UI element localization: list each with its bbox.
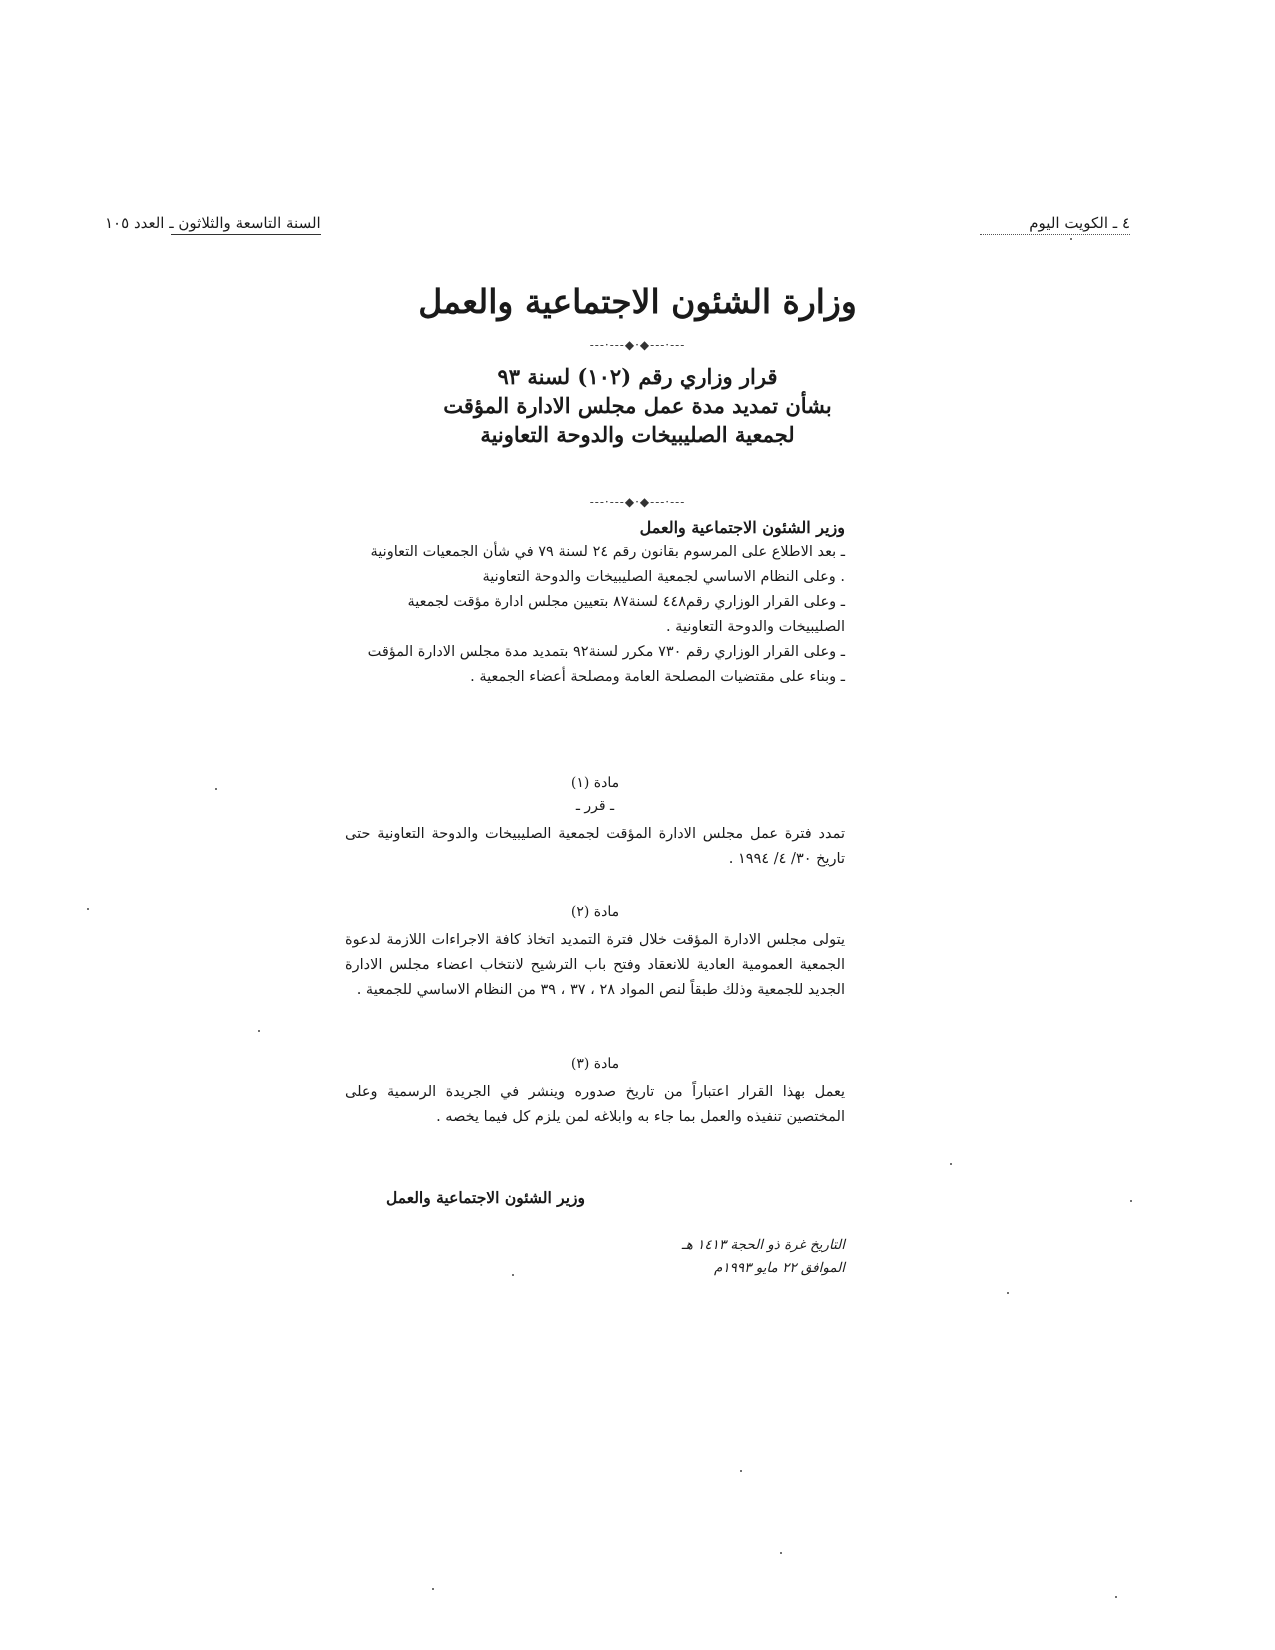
date-gregorian: الموافق ٢٢ مايو ١٩٩٣م <box>714 1260 845 1276</box>
scan-speck <box>780 1552 782 1554</box>
preamble-item: ـ وبناء على مقتضيات المصلحة العامة ومصلحة أعضاء الجمعية . <box>470 669 845 685</box>
scan-speck <box>258 1030 260 1032</box>
article-1-heading: مادة (١) <box>570 775 620 791</box>
ornament-divider-top: ---·---◆·◆---·--- <box>589 338 686 352</box>
ornament-divider-bottom: ---·---◆·◆---·--- <box>589 495 686 509</box>
scan-speck <box>87 908 89 910</box>
ministry-title: وزارة الشئون الاجتماعية والعمل <box>418 282 857 321</box>
running-header-left-text: السنة التاسعة والثلاثون ـ العدد ١٠٥ <box>105 214 321 232</box>
article-3-body: يعمل بهذا القرار اعتباراً من تاريخ صدوره وينشر في الجريدة الرسمية وعلى المختصين تنفيذه والعمل بما جاء به وابلاغه لمن يلزم كل فيما يخصه . <box>345 1084 845 1125</box>
running-header-right-text: ٤ ـ الكويت اليوم <box>1029 214 1130 232</box>
scan-speck <box>1007 1292 1009 1294</box>
article-3-heading: مادة (٣) <box>570 1056 620 1072</box>
date-hijri: التاريخ غرة ذو الحجة ١٤١٣ هـ <box>681 1237 845 1253</box>
scan-speck <box>512 1274 514 1276</box>
preamble-item: ـ وعلى القرار الوزاري رقم٤٤٨ لسنة٨٧ بتعيين مجلس ادارة مؤقت لجمعية الصليبيخات والدوحة التعاونية . <box>407 594 845 635</box>
scan-speck <box>1130 1200 1132 1202</box>
running-header-issue <box>105 214 321 235</box>
scan-speck <box>950 1163 952 1165</box>
preamble-item: ـ وعلى القرار الوزاري رقم ٧٣٠ مكرر لسنة٩٢ بتمديد مدة مجلس الادارة المؤقت <box>367 644 845 660</box>
decision-entity: لجمعية الصليبيخات والدوحة التعاونية <box>480 422 795 447</box>
header-rule-left <box>171 234 321 235</box>
article-1-decree: ـ قرر ـ <box>575 798 615 814</box>
decision-number: قرار وزاري رقم (١٠٢) لسنة ٩٣ <box>497 364 778 389</box>
article-2-body: يتولى مجلس الادارة المؤقت خلال فترة التمديد اتخاذ كافة الاجراءات اللازمة لدعوة الجمعية العمومية العادية للانعقاد وفتح باب الترشيح لانتخاب اعضاء مجلس الادارة الجديد للجمعية وذلك طبقاً لنص المواد ٢٨ ، ٣٧ ، ٣٩ من النظام الاساسي للجمعية . <box>345 932 845 998</box>
running-header-page-number <box>980 214 1130 235</box>
preamble-minister: وزير الشئون الاجتماعية والعمل <box>639 518 845 537</box>
article-1-body: تمدد فترة عمل مجلس الادارة المؤقت لجمعية الصليبيخات والدوحة التعاونية حتى تاريخ ٣٠/ ٤/ ١٩٩٤ . <box>345 826 845 867</box>
decision-subject: بشأن تمديد مدة عمل مجلس الادارة المؤقت <box>443 393 832 418</box>
scan-speck <box>432 1588 434 1590</box>
scan-speck <box>1115 1596 1117 1598</box>
scan-speck <box>1070 238 1072 240</box>
header-rule-right <box>980 234 1130 235</box>
preamble-item: . وعلى النظام الاساسي لجمعية الصليبيخات والدوحة التعاونية <box>482 569 845 585</box>
minister-signature: وزير الشئون الاجتماعية والعمل <box>386 1188 585 1207</box>
preamble-item: ـ بعد الاطلاع على المرسوم بقانون رقم ٢٤ لسنة ٧٩ في شأن الجمعيات التعاونية <box>370 544 845 560</box>
scan-speck <box>740 1470 742 1472</box>
article-2-heading: مادة (٢) <box>570 904 620 920</box>
decision-title <box>0 362 1275 449</box>
date-block <box>600 1234 845 1280</box>
preamble <box>345 515 845 690</box>
scan-speck <box>215 788 217 790</box>
